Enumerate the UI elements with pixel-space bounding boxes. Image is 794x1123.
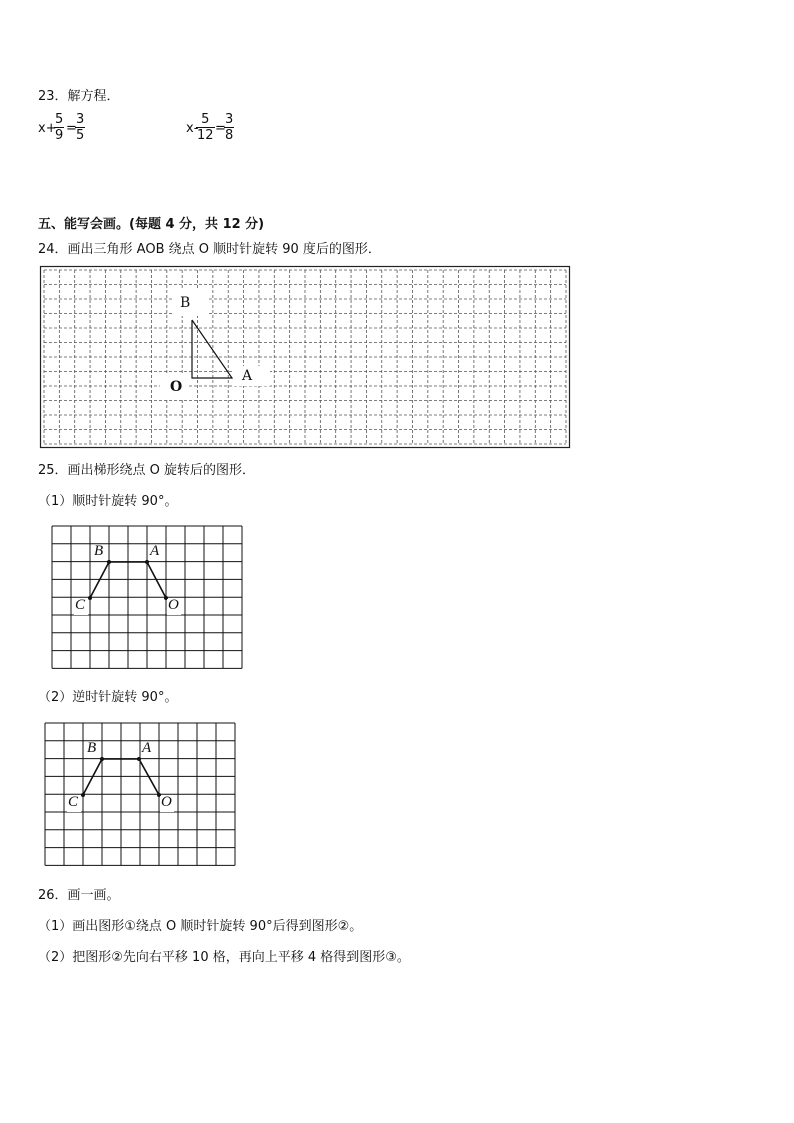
q25-1-label-a: A: [150, 543, 160, 559]
q25-2-label-o: O: [161, 794, 172, 810]
q25-2-label-b: B: [87, 740, 97, 756]
eq2-fraction-left: $\frac{5}{12}$: [197, 112, 214, 143]
eq1-fraction-right: $\frac{3}{5}$: [76, 112, 85, 143]
eq2-equals: =: [215, 121, 226, 136]
q24-title: 24．画出三角形 AOB 绕点 O 顺时针旋转 90 度后的图形．: [38, 242, 381, 257]
q26-part1: （1）画出图形①绕点 O 顺时针旋转 90°后得到图形②。: [38, 919, 363, 934]
q25-1-label-b: B: [94, 543, 104, 559]
eq1-equals: =: [66, 121, 77, 136]
q23-title: 23．解方程．: [38, 89, 120, 104]
q25-2-label-a: A: [142, 740, 152, 756]
q25-1-label-c: C: [75, 597, 86, 613]
eq1-prefix: x+: [38, 121, 57, 136]
q25-1-label-o: O: [168, 597, 179, 613]
q25-part1: （1）顺时针旋转 90°。: [38, 494, 178, 509]
q25-part2: （2）逆时针旋转 90°。: [38, 690, 178, 705]
q26-part2: （2）把图形②先向右平移 10 格，再向上平移 4 格得到图形③。: [38, 950, 410, 965]
q26-title: 26．画一画。: [38, 888, 120, 903]
q24-label-a: A: [242, 368, 253, 384]
q24-label-o: O: [170, 379, 183, 395]
q25-title: 25．画出梯形绕点 O 旋转后的图形．: [38, 463, 256, 478]
q24-label-b: B: [180, 295, 191, 311]
eq1-fraction-left: $\frac{5}{9}$: [55, 112, 64, 143]
section-heading: 五、能写会画。(每题 4 分，共 12 分): [38, 217, 265, 232]
eq2-fraction-right: $\frac{3}{8}$: [225, 112, 234, 143]
eq2-prefix: x-: [186, 121, 199, 136]
q25-2-label-c: C: [68, 794, 79, 810]
